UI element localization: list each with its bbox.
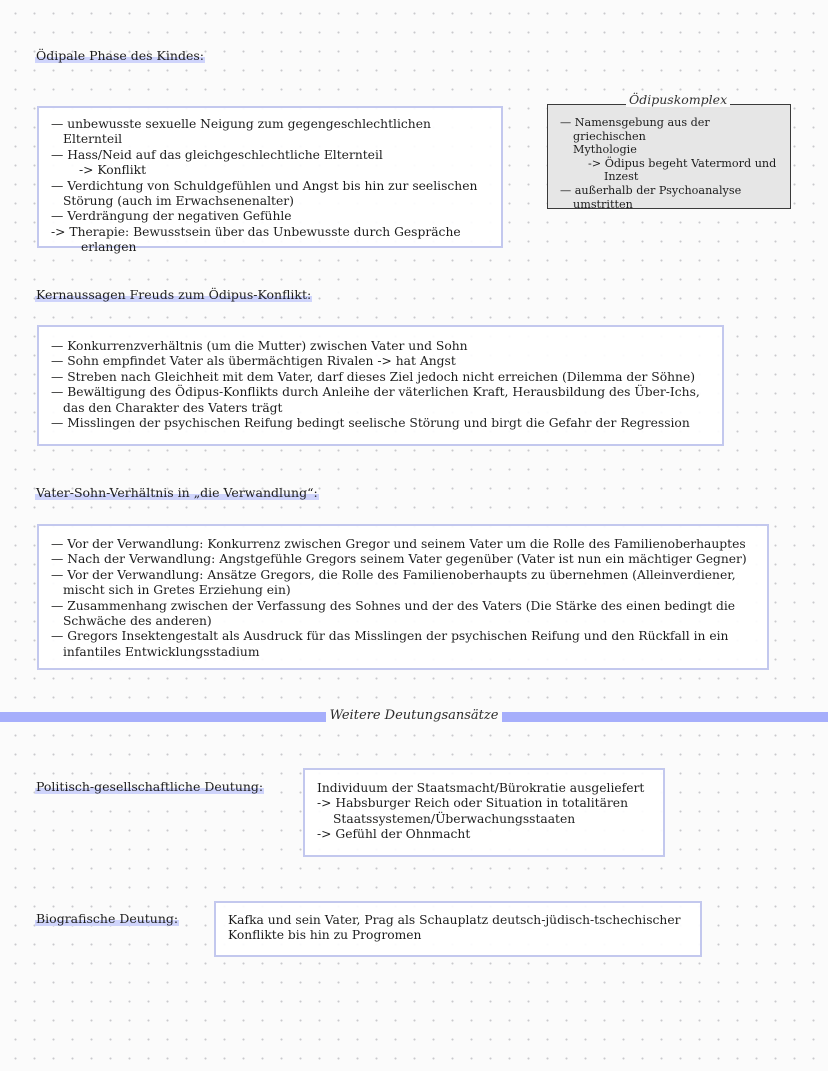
list-item: — Zusammenhang zwischen der Verfassung des Sohnes und der des Vaters (Die Stärke des einen bedingt die Schwäche des anderen) bbox=[51, 598, 736, 629]
box-father-son bbox=[37, 524, 769, 670]
divider-title-wrap bbox=[0, 708, 828, 723]
oedipus-complex-title: Ödipuskomplex bbox=[626, 92, 730, 107]
list-item: — Verdrängung der negativen Gefühle bbox=[51, 209, 292, 224]
heading-political: Politisch-gesellschaftliche Deutung: bbox=[36, 779, 264, 794]
heading-father-son: Vater-Sohn-Verhältnis in „die Verwandlung“: bbox=[36, 485, 318, 500]
list-item: — Nach der Verwandlung: Angstgefühle Gregors seinem Vater gegenüber (Vater ist nun ein mächtiger Gegner) bbox=[51, 552, 747, 567]
list-item: — Vor der Verwandlung: Konkurrenz zwischen Gregor und seinem Vater um die Rolle des Familienoberhauptes bbox=[51, 537, 746, 551]
list-item: — Namensgebung aus der griechischen bbox=[560, 116, 710, 143]
heading-freud-core: Kernaussagen Freuds zum Ödipus-Konflikt: bbox=[36, 287, 312, 302]
box-oedipus-complex bbox=[547, 104, 791, 209]
list-item: umstritten bbox=[573, 197, 633, 211]
list-item: — Bewältigung des Ödipus-Konflikts durch Anleihe der väterlichen Kraft, Herausbildung des Über-Ichs, das den Charakter des Vaters trägt bbox=[51, 385, 700, 415]
list-item: — Konkurrenzverhältnis (um die Mutter) zwischen Vater und Sohn bbox=[51, 339, 468, 353]
list-item: — unbewusste sexuelle Neigung zum gegengeschlechtlichen Elternteil bbox=[51, 117, 431, 147]
list-item: — Sohn empfindet Vater als übermächtigen Rivalen -> hat Angst bbox=[51, 354, 456, 369]
list-item: — außerhalb der Psychoanalyse bbox=[560, 183, 742, 197]
list-item: -> Gefühl der Ohnmacht bbox=[317, 827, 471, 842]
box-freud-core bbox=[37, 325, 724, 446]
body-text: Kafka und sein Vater, Prag als Schauplatz deutsch-jüdisch-tschechischer Konflikte bis hin zu Progromen bbox=[228, 913, 681, 943]
list-item: — Vor der Verwandlung: Ansätze Gregors, die Rolle des Familienoberhaupts zu übernehmen (Alleinverdiener, mischt sich in Gretes Erziehung ein) bbox=[51, 567, 736, 598]
list-item: erlangen bbox=[81, 240, 137, 255]
list-item: -> Konflikt bbox=[79, 163, 147, 178]
list-item: — Hass/Neid auf das gleichgeschlechtliche Elternteil bbox=[51, 147, 383, 162]
list-item: — Verdichtung von Schuldgefühlen und Angst bis hin zur seelischen Störung (auch im Erwachsenenalter) bbox=[51, 178, 478, 209]
list-item: -> Ödipus begeht Vatermord und bbox=[588, 156, 777, 170]
list-item: Staatssystemen/Überwachungsstaaten bbox=[333, 811, 576, 826]
list-item: Inzest bbox=[604, 170, 639, 184]
box-oedipal-phase bbox=[37, 106, 503, 255]
box-political bbox=[303, 768, 665, 857]
divider-title: Weitere Deutungsansätze bbox=[326, 708, 503, 723]
box-biographical bbox=[214, 901, 702, 957]
list-item: -> Therapie: Bewusstsein über das Unbewusste durch Gespräche bbox=[51, 224, 461, 239]
list-item: — Gregors Insektengestalt als Ausdruck für das Misslingen der psychischen Reifung und den Rückfall in ein infantiles Entwicklungsstadium bbox=[51, 629, 729, 659]
heading-biographical: Biografische Deutung: bbox=[36, 911, 179, 926]
list-item: Individuum der Staatsmacht/Bürokratie ausgeliefert bbox=[317, 781, 645, 795]
list-item: — Misslingen der psychischen Reifung bedingt seelische Störung und birgt die Gefahr der Regression bbox=[51, 416, 690, 431]
list-item: — Streben nach Gleichheit mit dem Vater, darf dieses Ziel jedoch nicht erreichen (Dilemma der Söhne) bbox=[51, 369, 696, 384]
list-item: Mythologie bbox=[573, 143, 637, 157]
list-item: -> Habsburger Reich oder Situation in totalitären bbox=[317, 796, 628, 811]
heading-oedipal-phase: Ödipale Phase des Kindes: bbox=[36, 48, 204, 63]
